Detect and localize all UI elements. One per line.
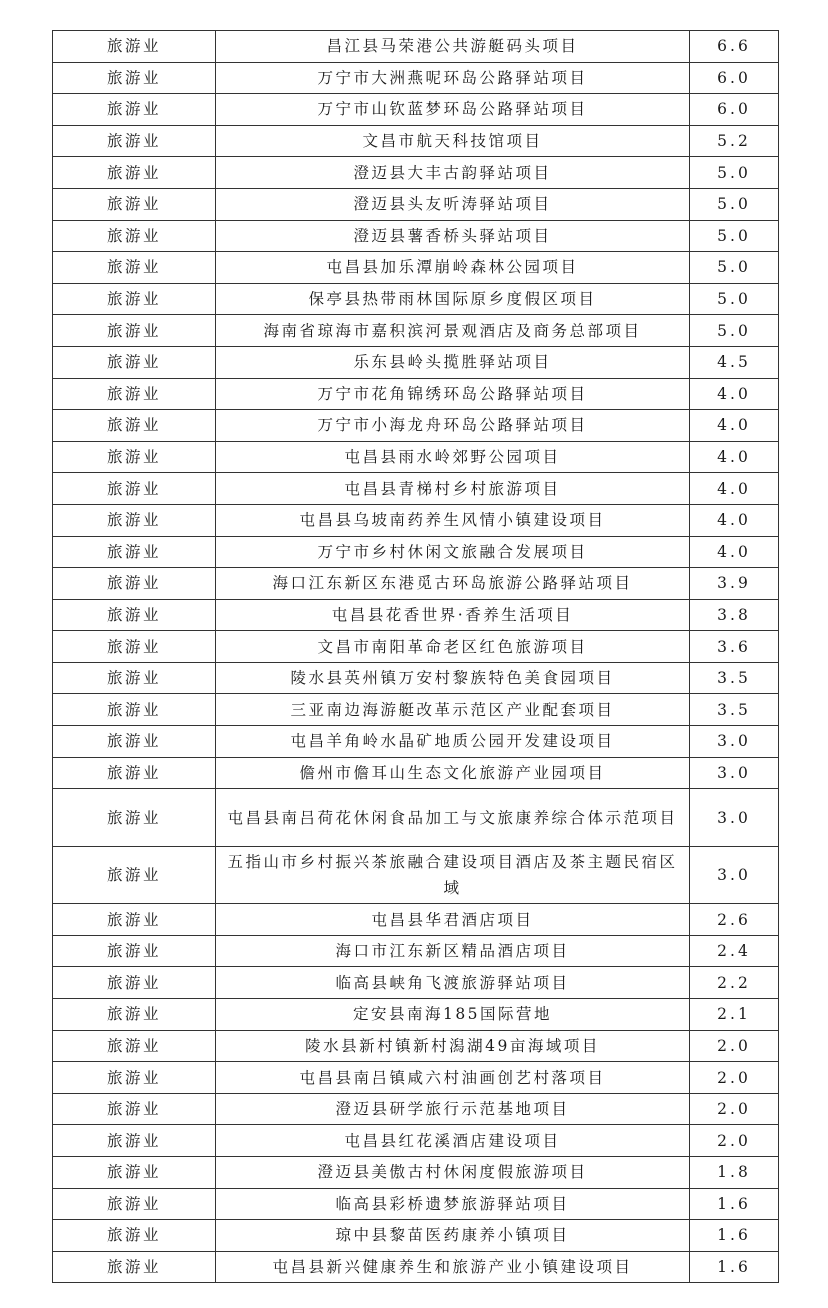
project-name-cell: 临高县彩桥遗梦旅游驿站项目 xyxy=(216,1188,690,1220)
project-name-cell: 万宁市花角锦绣环岛公路驿站项目 xyxy=(216,378,690,410)
industry-cell: 旅游业 xyxy=(53,789,216,847)
industry-cell: 旅游业 xyxy=(53,188,216,220)
table-row xyxy=(53,1125,779,1157)
project-name-cell: 屯昌县新兴健康养生和旅游产业小镇建设项目 xyxy=(216,1251,690,1283)
industry-cell: 旅游业 xyxy=(53,1188,216,1220)
table-row xyxy=(53,999,779,1031)
investment-amount-cell: 3.0 xyxy=(690,789,779,847)
project-name-cell: 屯昌县青梯村乡村旅游项目 xyxy=(216,473,690,505)
investment-amount-cell: 5.0 xyxy=(690,315,779,347)
investment-amount-cell: 3.9 xyxy=(690,568,779,600)
industry-cell: 旅游业 xyxy=(53,536,216,568)
project-name-cell: 屯昌县南吕镇咸六村油画创艺村落项目 xyxy=(216,1062,690,1094)
table-row xyxy=(53,846,779,904)
industry-cell: 旅游业 xyxy=(53,441,216,473)
investment-amount-cell: 3.6 xyxy=(690,631,779,663)
investment-amount-cell: 3.8 xyxy=(690,599,779,631)
table-row xyxy=(53,935,779,967)
industry-cell: 旅游业 xyxy=(53,694,216,726)
table-row xyxy=(53,726,779,758)
investment-amount-cell: 3.5 xyxy=(690,694,779,726)
investment-amount-cell: 6.0 xyxy=(690,62,779,94)
investment-amount-cell: 2.6 xyxy=(690,904,779,936)
project-name-cell: 海口江东新区东港觅古环岛旅游公路驿站项目 xyxy=(216,568,690,600)
project-name-cell: 文昌市南阳革命老区红色旅游项目 xyxy=(216,631,690,663)
table-row xyxy=(53,315,779,347)
industry-cell: 旅游业 xyxy=(53,283,216,315)
investment-amount-cell: 2.1 xyxy=(690,999,779,1031)
project-name-cell: 儋州市儋耳山生态文化旅游产业园项目 xyxy=(216,757,690,789)
investment-amount-cell: 5.0 xyxy=(690,157,779,189)
project-name-cell: 澄迈县大丰古韵驿站项目 xyxy=(216,157,690,189)
project-name-cell: 屯昌县雨水岭郊野公园项目 xyxy=(216,441,690,473)
project-table xyxy=(52,30,779,1283)
table-row xyxy=(53,252,779,284)
table-row xyxy=(53,904,779,936)
project-name-cell: 屯昌县南吕荷花休闲食品加工与文旅康养综合体示范项目 xyxy=(216,789,690,847)
table-row xyxy=(53,125,779,157)
investment-amount-cell: 4.0 xyxy=(690,504,779,536)
industry-cell: 旅游业 xyxy=(53,125,216,157)
project-name-cell: 屯昌县花香世界·香养生活项目 xyxy=(216,599,690,631)
project-name-cell: 定安县南海185国际营地 xyxy=(216,999,690,1031)
industry-cell: 旅游业 xyxy=(53,346,216,378)
table-row xyxy=(53,283,779,315)
project-name-cell: 屯昌县华君酒店项目 xyxy=(216,904,690,936)
table-row xyxy=(53,157,779,189)
project-name-cell: 陵水县新村镇新村潟湖49亩海域项目 xyxy=(216,1030,690,1062)
industry-cell: 旅游业 xyxy=(53,726,216,758)
table-row xyxy=(53,188,779,220)
table-row xyxy=(53,1188,779,1220)
investment-amount-cell: 2.4 xyxy=(690,935,779,967)
industry-cell: 旅游业 xyxy=(53,473,216,505)
project-name-cell: 保亭县热带雨林国际原乡度假区项目 xyxy=(216,283,690,315)
investment-amount-cell: 2.0 xyxy=(690,1030,779,1062)
industry-cell: 旅游业 xyxy=(53,1093,216,1125)
investment-amount-cell: 3.0 xyxy=(690,846,779,904)
investment-amount-cell: 1.6 xyxy=(690,1220,779,1252)
investment-amount-cell: 3.0 xyxy=(690,726,779,758)
investment-amount-cell: 4.5 xyxy=(690,346,779,378)
industry-cell: 旅游业 xyxy=(53,504,216,536)
industry-cell: 旅游业 xyxy=(53,378,216,410)
industry-cell: 旅游业 xyxy=(53,904,216,936)
project-name-cell: 屯昌县乌坡南药养生风情小镇建设项目 xyxy=(216,504,690,536)
project-name-cell: 澄迈县研学旅行示范基地项目 xyxy=(216,1093,690,1125)
table-row xyxy=(53,504,779,536)
industry-cell: 旅游业 xyxy=(53,999,216,1031)
investment-amount-cell: 1.6 xyxy=(690,1188,779,1220)
investment-amount-cell: 6.0 xyxy=(690,94,779,126)
project-name-cell: 乐东县岭头揽胜驿站项目 xyxy=(216,346,690,378)
industry-cell: 旅游业 xyxy=(53,94,216,126)
investment-amount-cell: 2.2 xyxy=(690,967,779,999)
investment-amount-cell: 4.0 xyxy=(690,536,779,568)
investment-amount-cell: 4.0 xyxy=(690,441,779,473)
investment-amount-cell: 3.5 xyxy=(690,662,779,694)
project-name-cell: 昌江县马荣港公共游艇码头项目 xyxy=(216,31,690,63)
industry-cell: 旅游业 xyxy=(53,1062,216,1094)
project-name-cell: 万宁市乡村休闲文旅融合发展项目 xyxy=(216,536,690,568)
table-row xyxy=(53,599,779,631)
table-row xyxy=(53,757,779,789)
project-name-cell: 海口市江东新区精品酒店项目 xyxy=(216,935,690,967)
table-row xyxy=(53,568,779,600)
industry-cell: 旅游业 xyxy=(53,62,216,94)
industry-cell: 旅游业 xyxy=(53,1251,216,1283)
table-row xyxy=(53,631,779,663)
project-name-cell: 万宁市大洲燕呢环岛公路驿站项目 xyxy=(216,62,690,94)
table-row xyxy=(53,62,779,94)
table-row xyxy=(53,31,779,63)
investment-amount-cell: 5.2 xyxy=(690,125,779,157)
project-name-cell: 琼中县黎苗医药康养小镇项目 xyxy=(216,1220,690,1252)
industry-cell: 旅游业 xyxy=(53,1157,216,1189)
investment-amount-cell: 6.6 xyxy=(690,31,779,63)
table-row xyxy=(53,789,779,847)
industry-cell: 旅游业 xyxy=(53,31,216,63)
industry-cell: 旅游业 xyxy=(53,662,216,694)
industry-cell: 旅游业 xyxy=(53,935,216,967)
table-row xyxy=(53,441,779,473)
table-row xyxy=(53,1093,779,1125)
project-name-cell: 万宁市小海龙舟环岛公路驿站项目 xyxy=(216,410,690,442)
investment-amount-cell: 4.0 xyxy=(690,410,779,442)
project-name-cell: 澄迈县美傲古村休闲度假旅游项目 xyxy=(216,1157,690,1189)
project-name-cell: 陵水县英州镇万安村黎族特色美食园项目 xyxy=(216,662,690,694)
industry-cell: 旅游业 xyxy=(53,1030,216,1062)
table-row xyxy=(53,1220,779,1252)
project-name-cell: 澄迈县头友听涛驿站项目 xyxy=(216,188,690,220)
project-name-cell: 文昌市航天科技馆项目 xyxy=(216,125,690,157)
industry-cell: 旅游业 xyxy=(53,410,216,442)
industry-cell: 旅游业 xyxy=(53,631,216,663)
investment-amount-cell: 2.0 xyxy=(690,1062,779,1094)
project-name-cell: 澄迈县薯香桥头驿站项目 xyxy=(216,220,690,252)
investment-amount-cell: 5.0 xyxy=(690,220,779,252)
table-row xyxy=(53,1251,779,1283)
table-row xyxy=(53,220,779,252)
industry-cell: 旅游业 xyxy=(53,252,216,284)
industry-cell: 旅游业 xyxy=(53,220,216,252)
project-name-cell: 三亚南边海游艇改革示范区产业配套项目 xyxy=(216,694,690,726)
project-name-cell: 屯昌县红花溪酒店建设项目 xyxy=(216,1125,690,1157)
industry-cell: 旅游业 xyxy=(53,157,216,189)
project-name-cell: 屯昌羊角岭水晶矿地质公园开发建设项目 xyxy=(216,726,690,758)
industry-cell: 旅游业 xyxy=(53,1220,216,1252)
table-row xyxy=(53,662,779,694)
project-name-cell: 五指山市乡村振兴茶旅融合建设项目酒店及茶主题民宿区域 xyxy=(216,846,690,904)
table-row xyxy=(53,967,779,999)
investment-amount-cell: 1.8 xyxy=(690,1157,779,1189)
table-row xyxy=(53,378,779,410)
investment-amount-cell: 1.6 xyxy=(690,1251,779,1283)
table-row xyxy=(53,1157,779,1189)
table-row xyxy=(53,1062,779,1094)
project-name-cell: 万宁市山钦蓝梦环岛公路驿站项目 xyxy=(216,94,690,126)
table-row xyxy=(53,346,779,378)
investment-amount-cell: 4.0 xyxy=(690,473,779,505)
project-table-body xyxy=(53,31,779,1283)
project-name-cell: 海南省琼海市嘉积滨河景观酒店及商务总部项目 xyxy=(216,315,690,347)
project-name-cell: 临高县峡角飞渡旅游驿站项目 xyxy=(216,967,690,999)
table-row xyxy=(53,94,779,126)
investment-amount-cell: 5.0 xyxy=(690,188,779,220)
industry-cell: 旅游业 xyxy=(53,568,216,600)
industry-cell: 旅游业 xyxy=(53,757,216,789)
table-row xyxy=(53,536,779,568)
table-row xyxy=(53,694,779,726)
industry-cell: 旅游业 xyxy=(53,1125,216,1157)
industry-cell: 旅游业 xyxy=(53,599,216,631)
industry-cell: 旅游业 xyxy=(53,315,216,347)
industry-cell: 旅游业 xyxy=(53,846,216,904)
industry-cell: 旅游业 xyxy=(53,967,216,999)
investment-amount-cell: 3.0 xyxy=(690,757,779,789)
investment-amount-cell: 2.0 xyxy=(690,1093,779,1125)
investment-amount-cell: 2.0 xyxy=(690,1125,779,1157)
investment-amount-cell: 4.0 xyxy=(690,378,779,410)
table-row xyxy=(53,1030,779,1062)
project-name-cell: 屯昌县加乐潭崩岭森林公园项目 xyxy=(216,252,690,284)
investment-amount-cell: 5.0 xyxy=(690,252,779,284)
table-row xyxy=(53,473,779,505)
table-row xyxy=(53,410,779,442)
investment-amount-cell: 5.0 xyxy=(690,283,779,315)
